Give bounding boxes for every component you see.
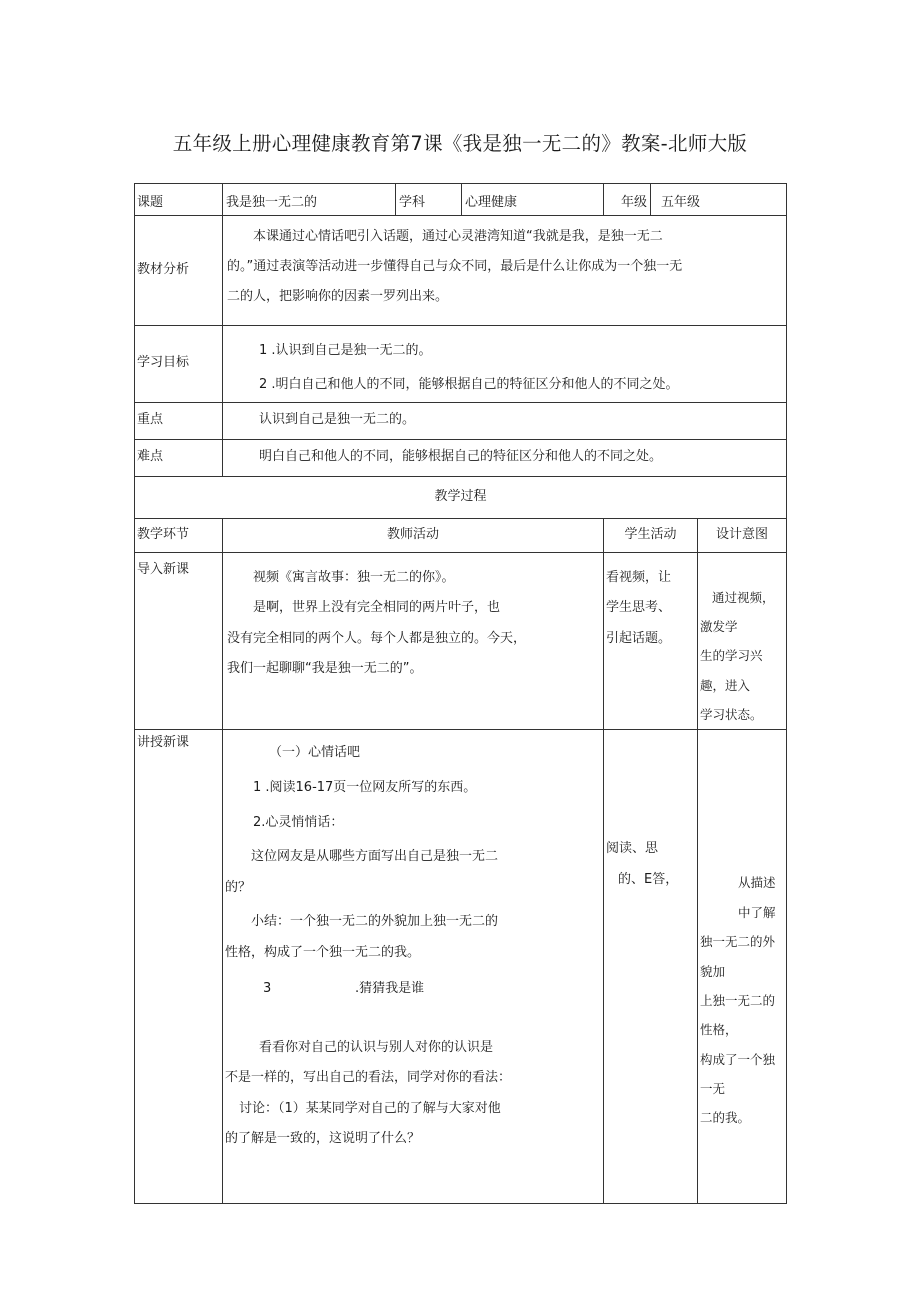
lesson-stage: 讲授新课 [135,730,223,1204]
lesson-teacher-8 [225,974,601,1005]
header-teacher: 教师活动 [223,518,604,552]
document-title: 五年级上册心理健康教育第7课《我是独一无二的》教案-北师大版 [172,132,748,155]
process-header-row [135,518,787,552]
key-point-row [135,402,787,439]
subject-label: 学科 [396,184,462,216]
lesson-teacher-3: 2.心灵悄悄话： [253,814,344,830]
header-student: 学生活动 [604,518,698,552]
intro-teacher-2: 是啊，世界上没有完全相同的两片叶子，也 [253,600,501,616]
lesson-intent-2: 独一无二的外貌加 [700,934,776,979]
analysis-line-1: 本课通过心情话吧引入话题，通过心灵港湾知道“我就是我，是独一无二 [253,229,663,244]
goal-1: 1 .认识到自己是独一无二的。 [259,343,432,358]
analysis-line-3: 二的人，把影响你的因素一罗列出来。 [227,288,449,304]
lesson-teacher-9: 看看你对自己的认识与别人对你的认识是 [259,1039,494,1055]
lesson-teacher-10: 不是一样的，写出自己的看法，同学对你的看法： [225,1070,512,1086]
analysis-line-2: 的。”通过表演等活动进一步懂得自己与众不同，最后是什么让你成为一个独一无 [227,258,683,274]
difficulty-label: 难点 [135,439,223,476]
intro-row [135,552,787,730]
lesson-intent-1: 从描述中了解 [738,875,776,920]
lesson-intent-4: 构成了一个独一无 [700,1051,776,1097]
lesson-teacher-8-text: .猜猜我是谁 [355,981,425,997]
lesson-intent-5: 二的我。 [700,1110,751,1126]
goals-label: 学习目标 [135,326,223,403]
info-row [135,184,787,216]
goal-2: 2 .明白自己和他人的不同，能够根据自己的特征区分和他人的不同之处。 [259,376,679,392]
topic-label: 课题 [135,184,223,216]
difficulty-value: 明白自己和他人的不同，能够根据自己的特征区分和他人的不同之处。 [223,439,787,476]
analysis-label: 教材分析 [135,216,223,326]
lesson-intent-3: 上独一无二的性格， [700,992,776,1038]
goals-row [135,326,787,403]
lesson-teacher-4: 这位网友是从哪些方面写出自己是独一无二 [251,849,499,865]
grade-value: 五年级 [651,184,787,216]
lesson-teacher-12: 的了解是一致的，这说明了什么？ [225,1131,421,1147]
lesson-teacher-7: 性格，构成了一个独一无二的我。 [225,944,421,960]
intro-intent-2: 生的学习兴趣，进入 [700,648,763,693]
header-intent: 设计意图 [698,518,787,552]
lesson-student-2: 的、E答， [618,872,679,888]
intro-teacher-1: 视频《寓言故事：独一无二的你》。 [253,569,455,585]
intro-teacher-3: 没有完全相同的两个人。每个人都是独立的。今天， [227,630,527,646]
key-point-value: 认识到自己是独一无二的。 [223,402,787,439]
lesson-teacher-11: 讨论：（1）某某同学对自己的了解与大家对他 [239,1100,501,1116]
topic-value: 我是独一无二的 [223,184,396,216]
header-stage: 教学环节 [135,518,223,552]
intro-intent-1: 通过视频，激发学 [700,589,775,634]
lesson-teacher-2: 1 .阅读16-17页一位网友所写的东西。 [253,780,477,796]
intro-student-3: 引起话题。 [606,630,672,646]
intro-stage: 导入新课 [135,552,223,730]
lesson-student-1: 阅读、思 [606,841,659,857]
intro-student-2: 学生思考、 [606,600,672,616]
lesson-plan-table [134,183,787,1204]
grade-label: 年级 [604,184,651,216]
intro-teacher-4: 我们一起聊聊“我是独一无二的”。 [227,661,423,677]
difficulty-row [135,439,787,476]
lesson-row [135,730,787,1204]
lesson-teacher-8-num: 3 [263,981,272,997]
intro-student-1: 看视频，让 [606,569,672,585]
subject-value: 心理健康 [462,184,604,216]
process-title-row [135,476,787,518]
lesson-teacher-6: 小结：一个独一无二的外貌加上独一无二的 [251,914,499,930]
intro-intent-3: 学习状态。 [700,707,763,723]
analysis-row [135,216,787,326]
lesson-teacher-1: （一）心情话吧 [269,745,361,761]
process-title: 教学过程 [135,476,787,518]
key-point-label: 重点 [135,402,223,439]
lesson-teacher-5: 的？ [225,879,252,895]
